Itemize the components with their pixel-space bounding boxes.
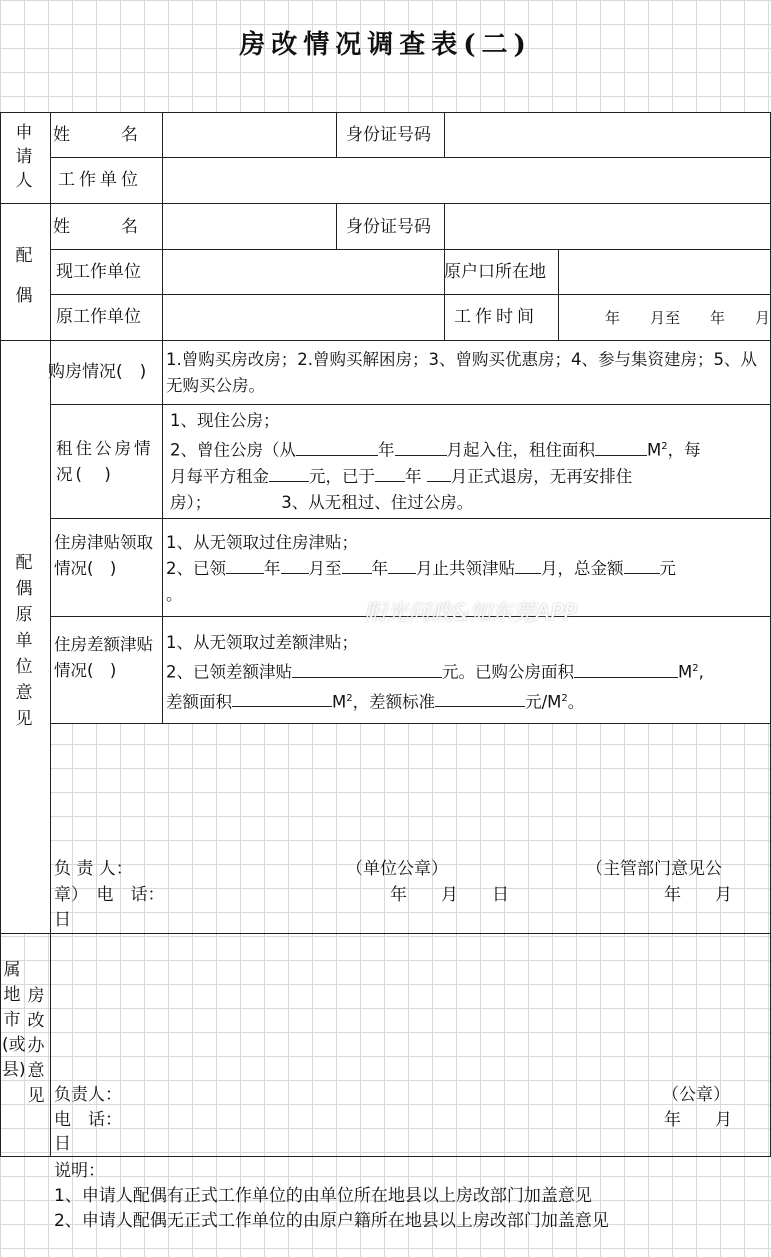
blank-line [515, 557, 541, 574]
rule [336, 112, 337, 157]
purchase-label: 购房情况( ) [48, 362, 147, 382]
blank-line [232, 690, 332, 707]
opinion-unit-date: 年 月 日 [390, 885, 509, 905]
blank-line [296, 439, 378, 456]
blank-line [226, 557, 264, 574]
spouse-section-label: 配偶 [15, 246, 33, 306]
rule [0, 340, 771, 341]
page-title: 房改情况调查表(二) [239, 30, 532, 60]
blank-line [375, 465, 405, 482]
blank-line [595, 439, 647, 456]
rule [0, 112, 1, 1156]
spouse-work-time-value: 年 月至 年 月 [605, 309, 771, 327]
blank-line [435, 690, 525, 707]
city-date: 年 月 [664, 1110, 732, 1130]
diff-text-part: 。 [567, 692, 585, 711]
city-phone-label: 电 话： [54, 1110, 122, 1130]
diff-line-1: 1、从无领取过差额津贴； [166, 633, 358, 652]
diff-text-part: 2、已领差额津贴 [166, 662, 292, 682]
rent-text-part: 2、曾住公房（从 [170, 440, 296, 460]
rule [162, 203, 163, 340]
subsidy-label: 住房津贴领取情况( ) [54, 533, 153, 578]
rent-text-part: 月正式退房，无再安排住 [450, 466, 633, 486]
rent-line-4 [170, 490, 766, 516]
subsidy-text-part: 年 [371, 559, 388, 578]
spouse-current-unit-label: 现工作单位 [56, 262, 141, 282]
blank-line [574, 661, 678, 678]
diff-text-part: 差额面积 [166, 692, 232, 711]
notes-line-1: 1、申请人配偶有正式工作单位的由单位所在地县以上房改部门加盖意见 [54, 1186, 592, 1206]
subsidy-text-part: 月至 [308, 559, 342, 578]
applicant-name-label: 姓 名 [53, 125, 138, 145]
opinion-section-label: 配偶原单位意见 [15, 553, 33, 729]
diff-line-3: 差额面积 $M^2$，差额标准 元$/M^2$。 [166, 692, 585, 711]
rent-text-part: 房）； [170, 492, 212, 512]
subsidy-text-part: 月，总金额 [541, 559, 624, 578]
rule [0, 112, 771, 113]
rent-text-part: 元，已于 [309, 466, 375, 486]
rule [50, 723, 771, 724]
city-office-opinion-label: 房改办意见 [27, 986, 45, 1106]
city-office-section-label: 属地市(或县) [2, 960, 26, 1080]
opinion-dept-date: 年 月 [664, 885, 732, 905]
city-day-label: 日 [54, 1134, 71, 1154]
opinion-day-label: 日 [54, 910, 71, 930]
spouse-id-label: 身份证号码 [346, 217, 431, 237]
rule [50, 249, 771, 250]
rent-text-part: 3、从无租过、住过公房。 [281, 492, 474, 512]
subsidy-line-2 [166, 556, 766, 582]
rule [0, 933, 771, 934]
blank-line [342, 557, 372, 574]
rule [162, 112, 163, 203]
rule [50, 112, 51, 1156]
notes-line-2: 2、申请人配偶无正式工作单位的由原户籍所在地县以上房改部门加盖意见 [54, 1211, 609, 1231]
blank-line [292, 661, 442, 678]
subsidy-line-1: 1、从无领取过住房津贴； [166, 533, 358, 552]
rent-text-part: 月起入住，租住面积 [446, 440, 595, 460]
city-seal: （公章） [662, 1085, 730, 1105]
blank-line [269, 465, 309, 482]
spouse-name-label: 姓 名 [53, 217, 138, 237]
diff-text-part: M [678, 662, 693, 682]
rent-text-part: 年 [405, 466, 422, 486]
rent-text-part: 月每平方租金 [170, 466, 269, 486]
notes-heading: 说明： [54, 1161, 105, 1181]
blank-line [427, 465, 451, 482]
rent-text-part: M [647, 440, 662, 460]
subsidy-text-part: 年 [264, 559, 281, 578]
spouse-former-unit-label: 原工作单位 [56, 307, 141, 327]
rule [336, 203, 337, 249]
blank-line [388, 557, 416, 574]
rule [50, 518, 771, 519]
diff-line-2: 2、已领差额津贴 元。已购公房面积 $M^2$, [166, 662, 704, 682]
rule [558, 249, 559, 340]
rent-label: 租住公房情况( ) [56, 439, 154, 484]
blank-line [395, 439, 447, 456]
rule [0, 203, 771, 204]
applicant-work-unit-label: 工作单位 [58, 170, 142, 190]
city-responsible-label: 负责人： [54, 1085, 122, 1105]
rule [50, 404, 771, 405]
rent-text-part: 年 [378, 440, 395, 460]
opinion-phone-label: 章） 电 话： [54, 885, 165, 905]
rent-line-3 [170, 464, 766, 490]
watermark: 阳光问政&知东莞APP [364, 601, 577, 626]
rule [50, 294, 771, 295]
diff-text-part: 元。已购公房面积 [442, 662, 574, 682]
opinion-responsible-label: 负 责 人： [54, 859, 133, 879]
rule [50, 157, 771, 158]
diff-text [166, 630, 766, 715]
blank-line [281, 557, 309, 574]
rule [162, 340, 163, 723]
blank-line [624, 557, 660, 574]
rent-text [170, 408, 766, 516]
rule [444, 112, 445, 157]
subsidy-text-part: 2、已领 [166, 559, 226, 578]
rent-text-part: ，每 [667, 440, 701, 460]
applicant-section-label: 申请人 [15, 123, 33, 191]
diff-text-part: 元/M [525, 692, 562, 711]
opinion-unit-seal: （单位公章） [346, 859, 448, 879]
diff-label: 住房差额津贴情况( ) [54, 635, 153, 680]
opinion-dept-seal: （主管部门意见公 [586, 859, 722, 879]
applicant-id-label: 身份证号码 [346, 125, 431, 145]
purchase-text: 1.曾购买房改房；2.曾购买解困房；3、曾购买优惠房；4、参与集资建房；5、从无购买公房。 [166, 350, 757, 395]
spouse-work-time-label: 工作时间 [454, 307, 538, 327]
subsidy-text-part: 月止共领津贴 [416, 559, 515, 578]
subsidy-text-part: 元 [659, 559, 676, 578]
rent-line-1: 1、现住公房； [170, 411, 280, 430]
spouse-hukou-label: 原户口所在地 [444, 262, 546, 282]
rent-line-2: 2、曾住公房（从 年 月起入住，租住面积 $M^2$，每 [170, 440, 701, 460]
diff-text-part: M [332, 692, 347, 711]
diff-text-part: ，差额标准 [352, 692, 436, 711]
rule [0, 1156, 771, 1157]
subsidy-line-3: 。 [166, 585, 183, 604]
